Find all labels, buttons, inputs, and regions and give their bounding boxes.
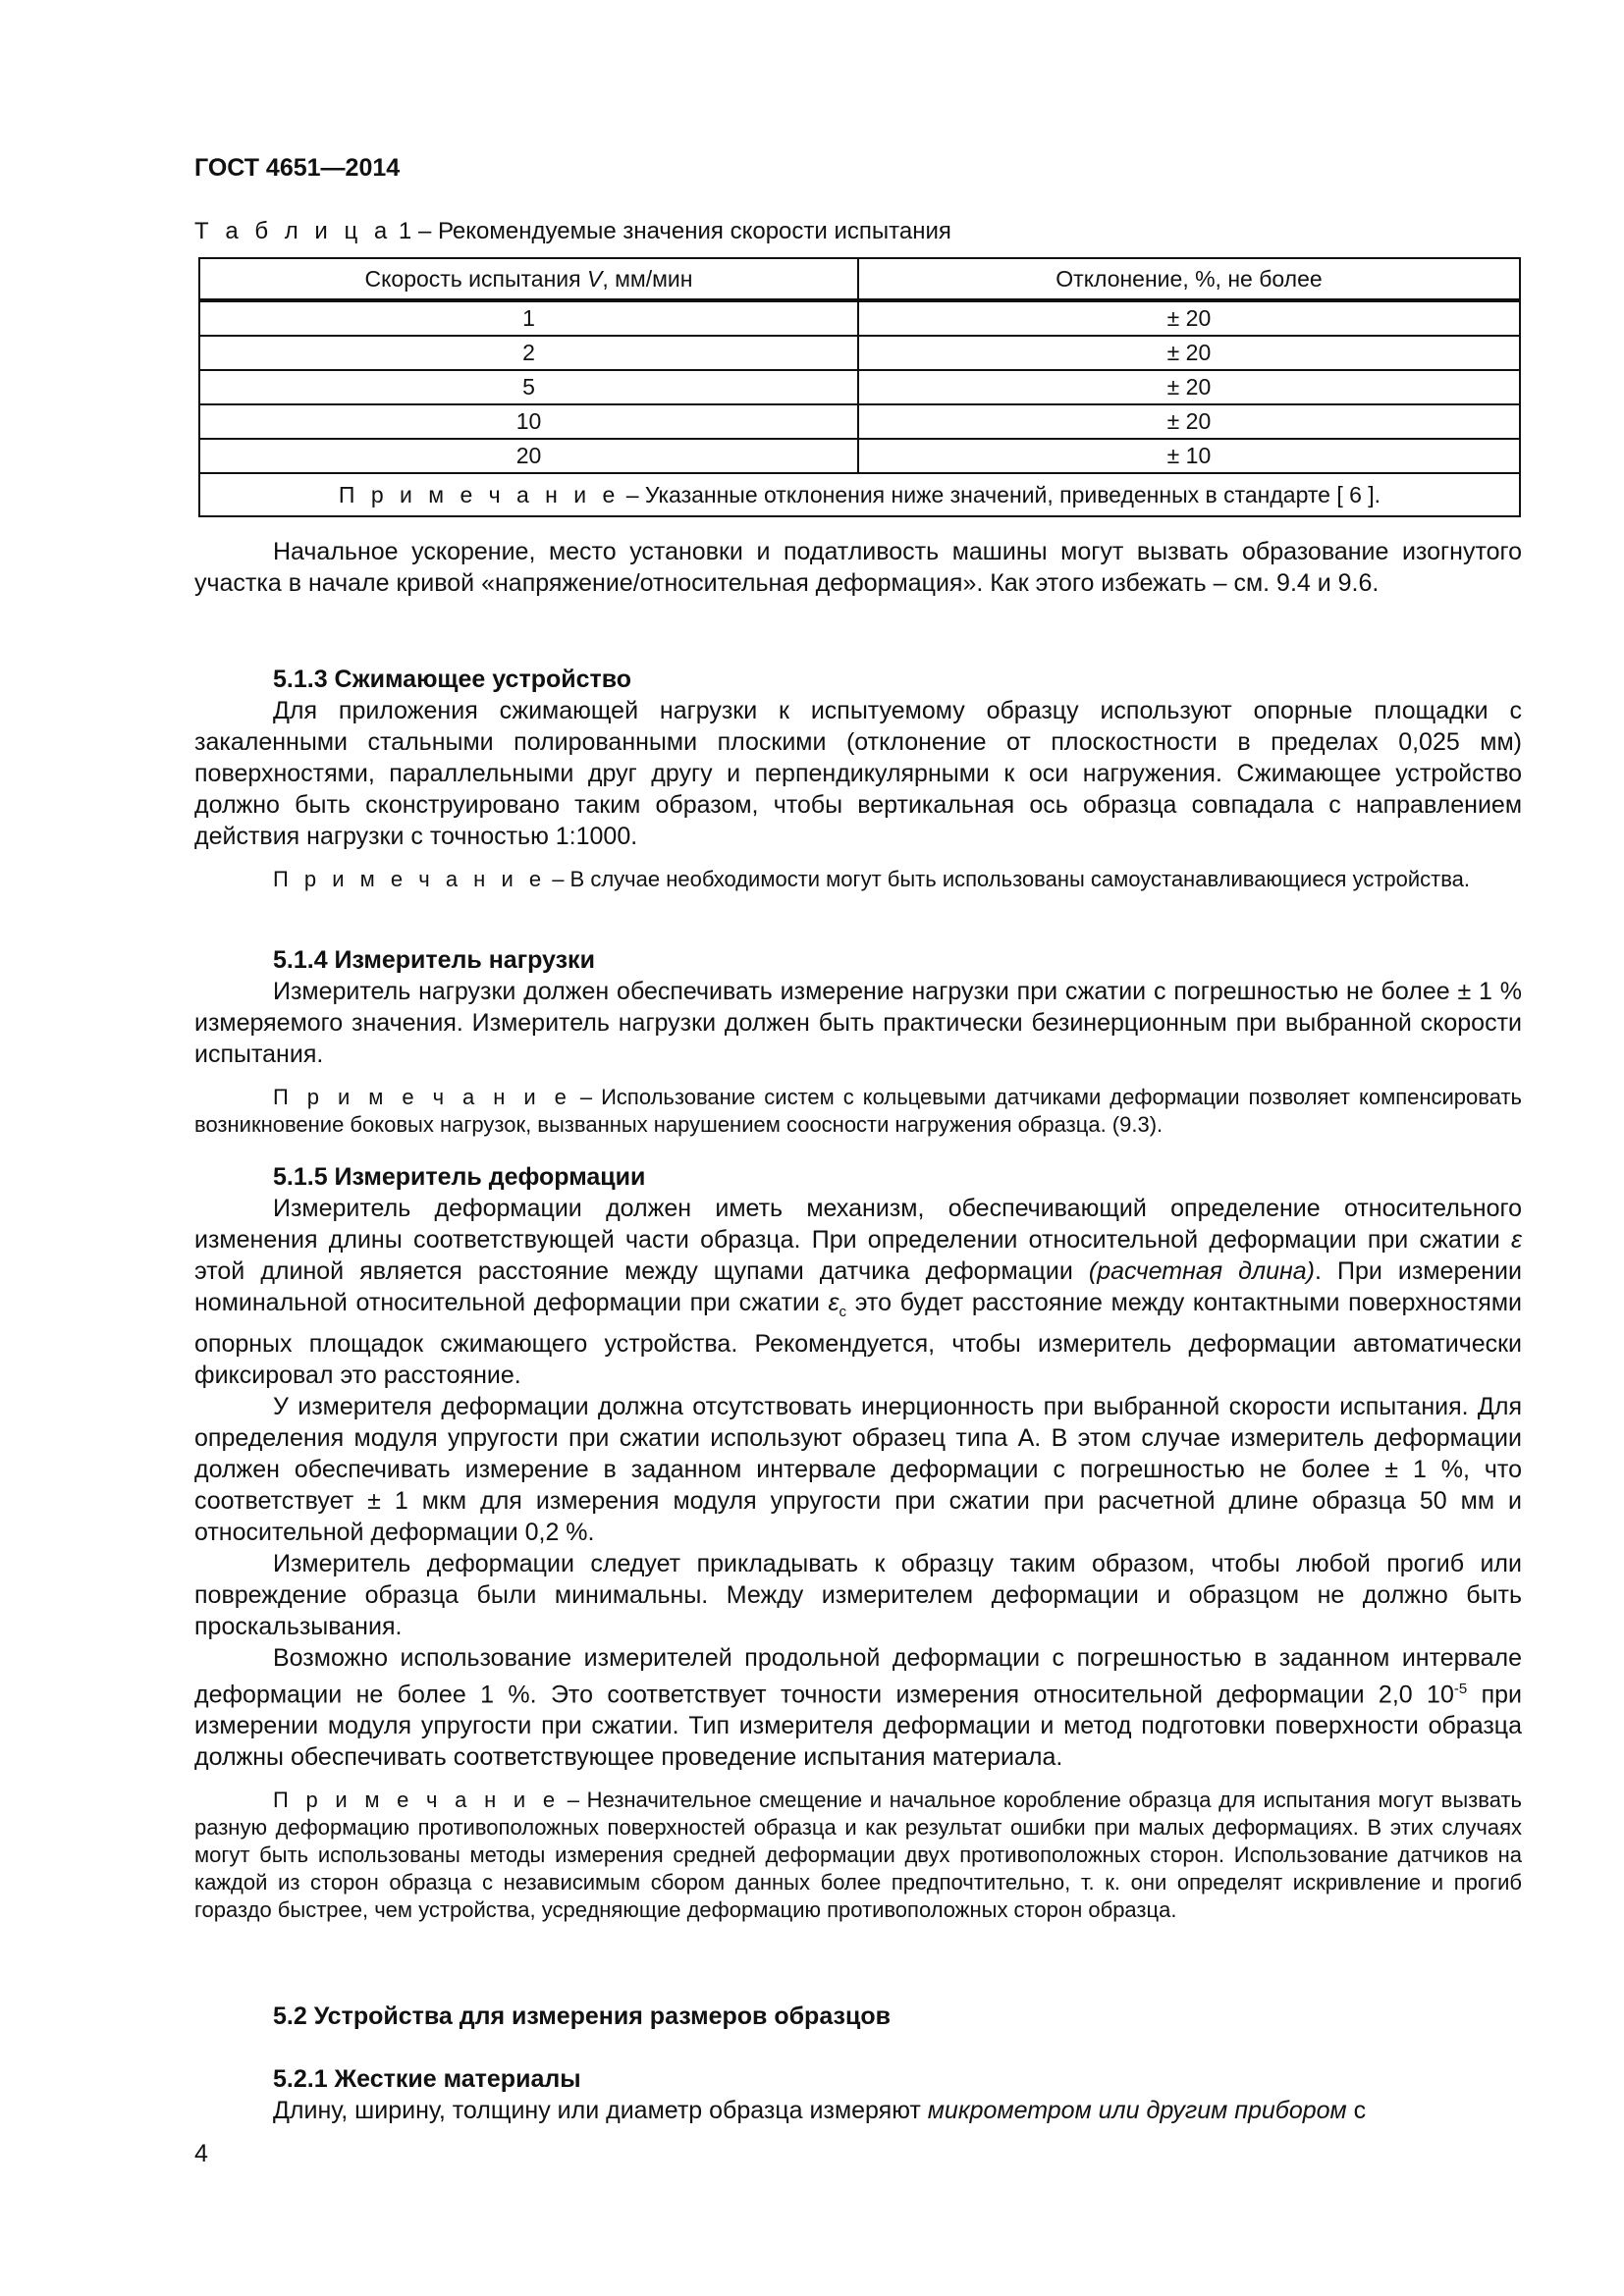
table-cell-speed: 10: [199, 404, 858, 439]
table-caption: [194, 218, 951, 245]
section-5-1-3: [194, 664, 1522, 893]
section-5-2: [194, 2001, 1522, 2032]
table-cell-deviation: ± 20: [858, 404, 1520, 439]
table-note: П р и м е ч а н и е – Указанные отклонения ниже значений, приведенных в стандарте [ 6 ].: [199, 473, 1520, 516]
section-5-2-1: [194, 2063, 1522, 2126]
table-row: [199, 370, 1520, 404]
paragraph: Измеритель деформации следует прикладывать к образцу таким образом, чтобы любой прогиб или повреждение образца были минимальны. Между измерителем деформации и образцом не должно быть проскальзывания.: [194, 1550, 1522, 1640]
section-title: 5.1.4 Измеритель нагрузки: [273, 946, 595, 974]
note: П р и м е ч а н и е – В случае необходимости могут быть использованы самоустанавливающиеся устройства.: [273, 867, 1471, 891]
column-header-deviation: Отклонение, %, не более: [858, 258, 1520, 300]
paragraph: Для приложения сжимающей нагрузки к испытуемому образцу используют опорные площадки с закаленными стальными полированными плоскими (отклонение от плоскостности в пределах 0,025 мм) поверхностями, параллельными друг другу и перпендикулярными к оси нагружения. Сжимающее устройство должно быть сконструировано таким образом, чтобы вертикальная ось образца совпадала с направлением действия нагрузки с точностью 1:1000.: [194, 697, 1522, 850]
section-title: 5.1.3 Сжимающее устройство: [273, 666, 632, 693]
table-cell-speed: 2: [199, 336, 858, 370]
paragraph: Измеритель деформации должен иметь механизм, обеспечивающий определение относительного изменения длины соответствующей части образца. При определении относительной деформации при сжатии ε этой длиной является расстояние между щупами датчика деформации (расчетная длина). При измерении номинальной относительной деформации при сжатии $\varepsilon_c$ это будет расстояние между контактными поверхностями опорных площадок сжимающего устройства. Рекомендуется, чтобы измеритель деформации автоматически фиксировал это расстояние.: [194, 1195, 1522, 1389]
section-title: 5.1.5 Измеритель деформации: [273, 1163, 646, 1191]
intro-paragraph: Начальное ускорение, место установки и податливость машины могут вызвать образование изогнутого участка в начале кривой «напряжение/относительная деформация». Как этого избежать – см. 9.4 и 9.6.: [194, 538, 1522, 597]
column-header-speed: Скорость испытания V, мм/мин: [199, 258, 858, 300]
section-title: 5.2.1 Жесткие материалы: [273, 2065, 581, 2093]
table-cell-speed: 5: [199, 370, 858, 404]
intro-paragraph-block: [194, 536, 1522, 599]
section-title: 5.2 Устройства для измерения размеров образцов: [273, 2002, 891, 2030]
page-number: 4: [194, 2140, 208, 2167]
note: П р и м е ч а н и е – Незначительное смещение и начальное коробление образца для испытания могут вызвать разную деформацию противоположных поверхностей образца и как результат ошибки при малых деформациях. В этих случаях могут быть использованы методы измерения средней деформации двух противоположных сторон. Использование датчиков на каждой из сторон образца с независимым сбором данных более предпочтительно, т. к. они определят искривление и прогиб гораздо быстрее, чем устройства, усредняющие деформацию противоположных сторон образца.: [194, 1788, 1522, 1923]
table-row: [199, 404, 1520, 439]
table-note-row: [199, 473, 1520, 516]
note: П р и м е ч а н и е – Использование систем с кольцевыми датчиками деформации позволяет компенсировать возникновение боковых нагрузок, вызванных нарушением соосности нагружения образца. (9.3).: [194, 1085, 1522, 1137]
paragraph: Возможно использование измерителей продольной деформации с погрешностью в заданном интервале деформации не более 1 %. Это соответствует точности измерения относительной деформации 2,0 $10^{-5}$ при измерении модуля упругости при сжатии. Тип измерителя деформации и метод подготовки поверхности образца должны обеспечивать соответствующее проведение испытания материала.: [194, 1644, 1523, 1772]
table-row: [199, 300, 1520, 336]
paragraph: Измеритель нагрузки должен обеспечивать измерение нагрузки при сжатии с погрешностью не более ± 1 % измеряемого значения. Измеритель нагрузки должен быть практически безинерционным при выбранной скорости испытания.: [194, 978, 1522, 1068]
section-5-1-5: [194, 1161, 1522, 1924]
table-caption-text: 1 – Рекомендуемые значения скорости испытания: [392, 218, 951, 244]
table-row: [199, 439, 1520, 473]
table-header-row: [199, 258, 1520, 300]
table-row: [199, 336, 1520, 370]
table-cell-speed: 20: [199, 439, 858, 473]
table-cell-deviation: ± 10: [858, 439, 1520, 473]
paragraph: У измерителя деформации должна отсутствовать инерционность при выбранной скорости испытания. Для определения модуля упругости при сжатии используют образец типа А. В этом случае измеритель деформации должен обеспечивать измерение в заданном интервале деформации с погрешностью не более ± 1 %, что соответствует ± 1 мкм для измерения модуля упругости при сжатии при расчетной длине образца 50 мм и относительной деформации 0,2 %.: [194, 1393, 1522, 1546]
table-caption-prefix: Т а б л и ц а: [194, 218, 393, 244]
table-cell-deviation: ± 20: [858, 336, 1520, 370]
table-cell-deviation: ± 20: [858, 370, 1520, 404]
table-cell-speed: 1: [199, 300, 858, 336]
section-5-1-4: [194, 944, 1522, 1139]
speed-table: [198, 257, 1521, 517]
standard-header: ГОСТ 4651—2014: [194, 154, 401, 182]
paragraph: Длину, ширину, толщину или диаметр образца измеряют микрометром или другим прибором с: [273, 2097, 1367, 2124]
table-cell-deviation: ± 20: [858, 300, 1520, 336]
